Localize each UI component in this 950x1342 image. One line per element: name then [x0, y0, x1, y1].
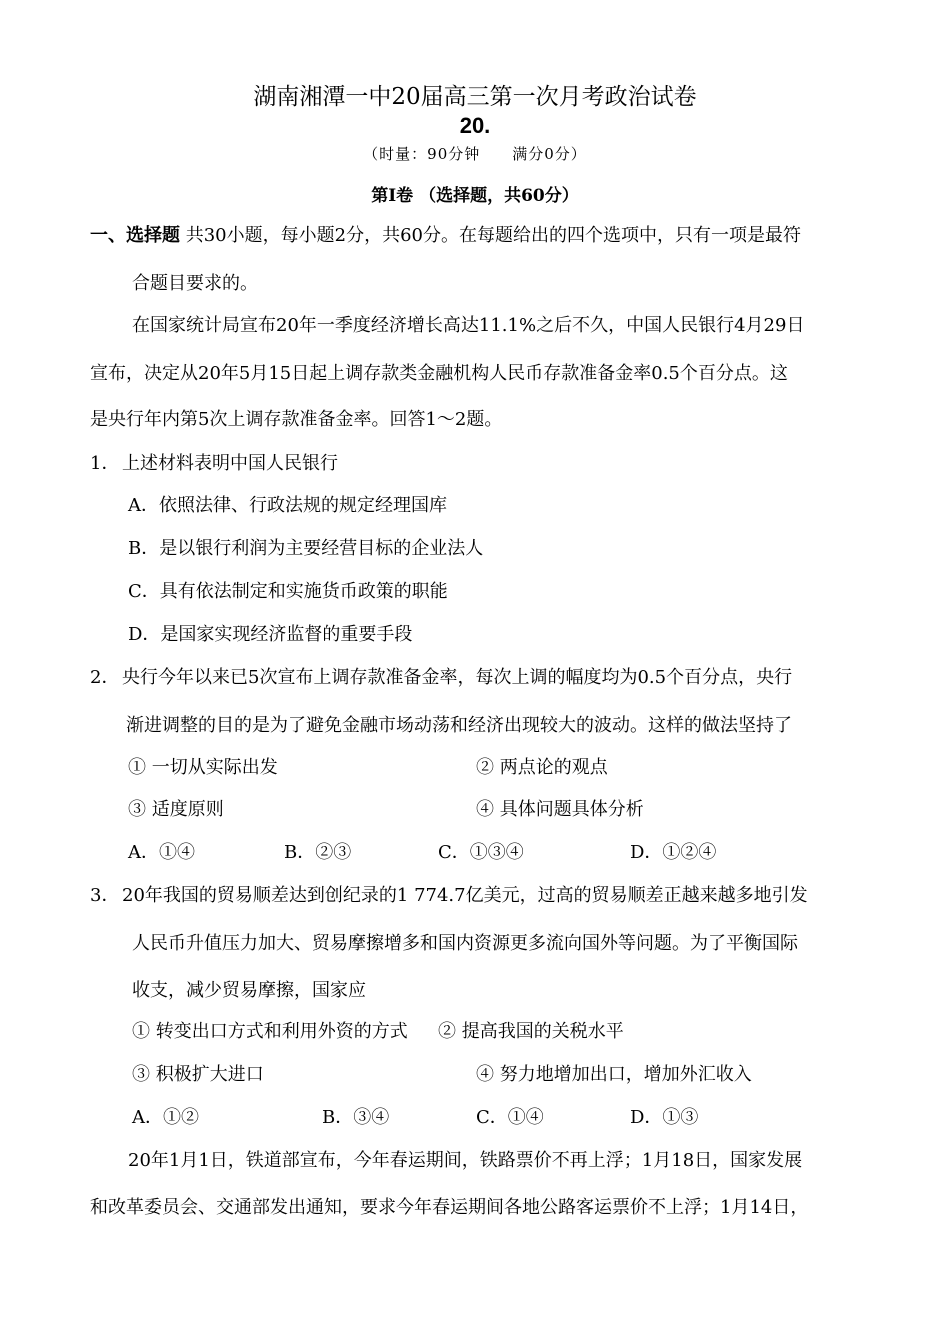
q1-option-b: B．是以银行利润为主要经营目标的企业法人	[128, 538, 484, 559]
q1-option-d: D．是国家实现经济监督的重要手段	[128, 624, 413, 645]
instruction-line-2: 合题目要求的。	[132, 273, 258, 294]
question-stem: 20年我国的贸易顺差达到创纪录的1 774.7亿美元，过高的贸易顺差正越来越多地引发	[122, 885, 808, 906]
q3-item-4: ④ 努力地增加出口，增加外汇收入	[476, 1064, 752, 1085]
q2-item-2: ② 两点论的观点	[476, 757, 608, 778]
question-number: 3．	[90, 885, 120, 906]
q3-item-3: ③ 积极扩大进口	[132, 1064, 264, 1085]
q1-option-a: A．依照法律、行政法规的规定经理国库	[128, 495, 447, 516]
q3-stem-line-3: 收支，减少贸易摩擦，国家应	[132, 980, 366, 1001]
q3-choice-b: B．③④	[322, 1107, 390, 1128]
question-1	[90, 452, 338, 476]
material-1-line-3: 是央行年内第5次上调存款准备金率。回答1～2题。	[90, 409, 503, 430]
q2-item-1: ① 一切从实际出发	[128, 757, 278, 778]
q1-option-c: C．具有依法制定和实施货币政策的职能	[128, 581, 448, 602]
q2-choice-a: A．①④	[128, 842, 195, 863]
q2-choice-d: D．①②④	[630, 842, 717, 863]
question-number: 1．	[90, 453, 120, 474]
section-instruction	[90, 224, 801, 248]
material-1-line-2: 宣布，决定从20年5月15日起上调存款类金融机构人民币存款准备金率0.5个百分点。这	[90, 363, 788, 384]
section-heading: 第Ⅰ卷 （选择题，共60分）	[371, 186, 579, 206]
instruction-line-1: 共30小题，每小题2分，共60分。在每题给出的四个选项中，只有一项是最符	[185, 225, 801, 246]
question-3	[90, 884, 808, 908]
q2-item-3: ③ 适度原则	[128, 799, 224, 820]
q2-choice-b: B．②③	[284, 842, 352, 863]
q3-choice-c: C．①④	[476, 1107, 544, 1128]
question-2	[90, 666, 792, 690]
q3-choice-d: D．①③	[630, 1107, 699, 1128]
q3-item-2: ② 提高我国的关税水平	[438, 1021, 624, 1042]
section-label: 一、选择题	[90, 225, 180, 246]
q3-item-1: ① 转变出口方式和利用外资的方式	[132, 1021, 408, 1042]
question-number: 2．	[90, 667, 120, 688]
exam-subtitle: 20.	[459, 113, 491, 138]
material-1-line-1: 在国家统计局宣布20年一季度经济增长高达11.1%之后不久，中国人民银行4月29日	[132, 315, 805, 336]
time-info: （时量：90分钟 满分0分）	[363, 145, 587, 163]
material-2-line-1: 20年1月1日，铁道部宣布，今年春运期间，铁路票价不再上浮；1月18日，国家发展	[128, 1150, 803, 1171]
exam-title: 湖南湘潭一中20届高三第一次月考政治试卷	[253, 84, 697, 110]
material-2-line-2: 和改革委员会、交通部发出通知，要求今年春运期间各地公路客运票价不上浮；1月14日，	[90, 1197, 809, 1218]
question-stem: 上述材料表明中国人民银行	[122, 453, 338, 474]
question-stem: 央行今年以来已5次宣布上调存款准备金率，每次上调的幅度均为0.5个百分点，央行	[122, 667, 793, 688]
q2-choice-c: C．①③④	[438, 842, 524, 863]
q3-choice-a: A．①②	[132, 1107, 199, 1128]
q2-stem-line-2: 渐进调整的目的是为了避免金融市场动荡和经济出现较大的波动。这样的做法坚持了	[126, 715, 792, 736]
q2-item-4: ④ 具体问题具体分析	[476, 799, 644, 820]
q3-stem-line-2: 人民币升值压力加大、贸易摩擦增多和国内资源更多流向国外等问题。为了平衡国际	[132, 933, 798, 954]
